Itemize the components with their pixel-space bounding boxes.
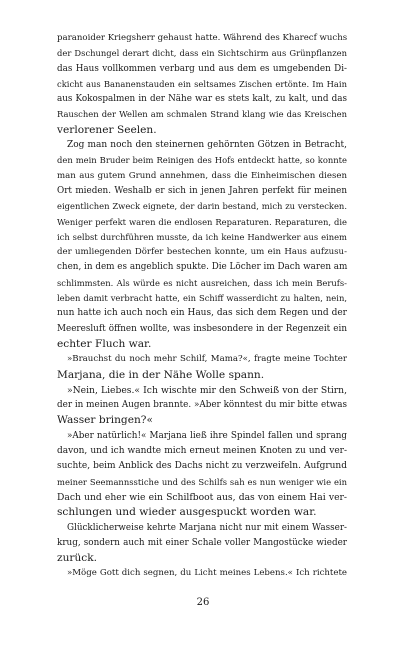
text-line: nun hatte ich auch noch ein Haus, das sich dem Regen und der — [57, 308, 347, 319]
text-line: Weniger perfekt waren die endlosen Reparaturen. Reparaturen, die — [57, 216, 347, 227]
text-line: Rauschen der Wellen am schmalen Strand klang wie das Kreischen — [57, 109, 347, 120]
text-line: Zog man noch den steinernen gehörnten Götzen in Betracht, — [67, 140, 347, 151]
paragraph — [57, 521, 347, 567]
body-text — [57, 31, 347, 582]
text-line: der in meinen Augen brannte. »Aber könntest du mir bitte etwas — [57, 400, 347, 411]
text-line: aus Kokospalmen in der Nähe war es stets kalt, zu kalt, und das — [57, 94, 347, 105]
text-line: Marjana, die in der Nähe Wolle spann. — [57, 368, 265, 381]
text-line: »Nein, Liebes.« Ich wischte mir den Schweiß von der Stirn, — [67, 384, 347, 396]
text-line: leben damit verbracht hatte, ein Schiff wasserdicht zu halten, nein, — [57, 293, 347, 304]
text-line: schlungen und wieder ausgespuckt worden war. — [57, 506, 317, 519]
text-line: echter Fluch war. — [57, 337, 152, 350]
text-line: Wasser bringen?« — [57, 414, 153, 427]
text-line: der Dschungel derart dicht, dass ein Sichtschirm aus Grünpflanzen — [57, 48, 347, 59]
text-line: zurück. — [57, 552, 98, 565]
paragraph — [57, 383, 347, 429]
text-line: »Möge Gott dich segnen, du Licht meines Lebens.« Ich richtete — [67, 568, 347, 579]
text-line: suchte, beim Anblick des Dachs nicht zu verzweifeln. Aufgrund — [57, 461, 347, 472]
text-line: eigentlichen Zweck eignete, der darin bestand, mich zu verstecken. — [57, 201, 347, 212]
text-line: das Haus vollkommen verbarg und aus dem es umgebenden Di- — [57, 63, 347, 74]
text-line: der umliegenden Dörfer bestechen konnte, um ein Haus aufzusu- — [57, 247, 347, 258]
text-line: Ort mieden. Weshalb er sich in jenen Jahren perfekt für meinen — [57, 185, 347, 196]
paragraph — [57, 566, 347, 581]
text-line: Dach und eher wie ein Schilfboot aus, das von einem Hai ver- — [57, 491, 347, 503]
text-line: davon, und ich wandte mich erneut meinen Knoten zu und ver- — [57, 446, 347, 457]
text-line: schlimmsten. Als würde es nicht ausreichen, dass ich mein Berufs- — [57, 277, 347, 288]
text-line: verlorener Seelen. — [57, 123, 157, 136]
text-line: ich selbst durchführen musste, da ich keine Handwerker aus einem — [57, 231, 347, 242]
text-line: »Brauchst du noch mehr Schilf, Mama?«, fragte meine Tochter — [67, 354, 347, 365]
text-line: Meeresluft öffnen wollte, was insbesondere in der Regenzeit ein — [57, 323, 347, 334]
text-line: krug, sondern auch mit einer Schale voller Mangostücke wieder — [57, 537, 347, 548]
paragraph — [57, 352, 347, 383]
text-line: meiner Seemannsstiche und des Schilfs sah es nun weniger wie ein — [57, 476, 347, 487]
text-line: paranoider Kriegsherr gehaust hatte. Während des Kharecf wuchs — [57, 33, 348, 43]
paragraph — [57, 31, 347, 138]
text-line: den mein Bruder beim Reinigen des Hofs entdeckt hatte, so konnte — [57, 155, 347, 166]
text-line: »Aber natürlich!« Marjana ließ ihre Spindel fallen und sprang — [67, 430, 347, 441]
text-line: Glücklicherweise kehrte Marjana nicht nur mit einem Wasser- — [67, 522, 347, 533]
text-line: man aus gutem Grund annehmen, dass die Einheimischen diesen — [57, 170, 347, 181]
paragraph — [57, 429, 347, 521]
text-line: ckicht aus Bananenstauden ein seltsames Zischen ertönte. Im Hain — [57, 78, 347, 89]
paragraph — [57, 138, 347, 352]
page-number: 26 — [196, 597, 210, 608]
text-line: chen, in dem es angeblich spukte. Die Löcher im Dach waren am — [57, 262, 348, 273]
